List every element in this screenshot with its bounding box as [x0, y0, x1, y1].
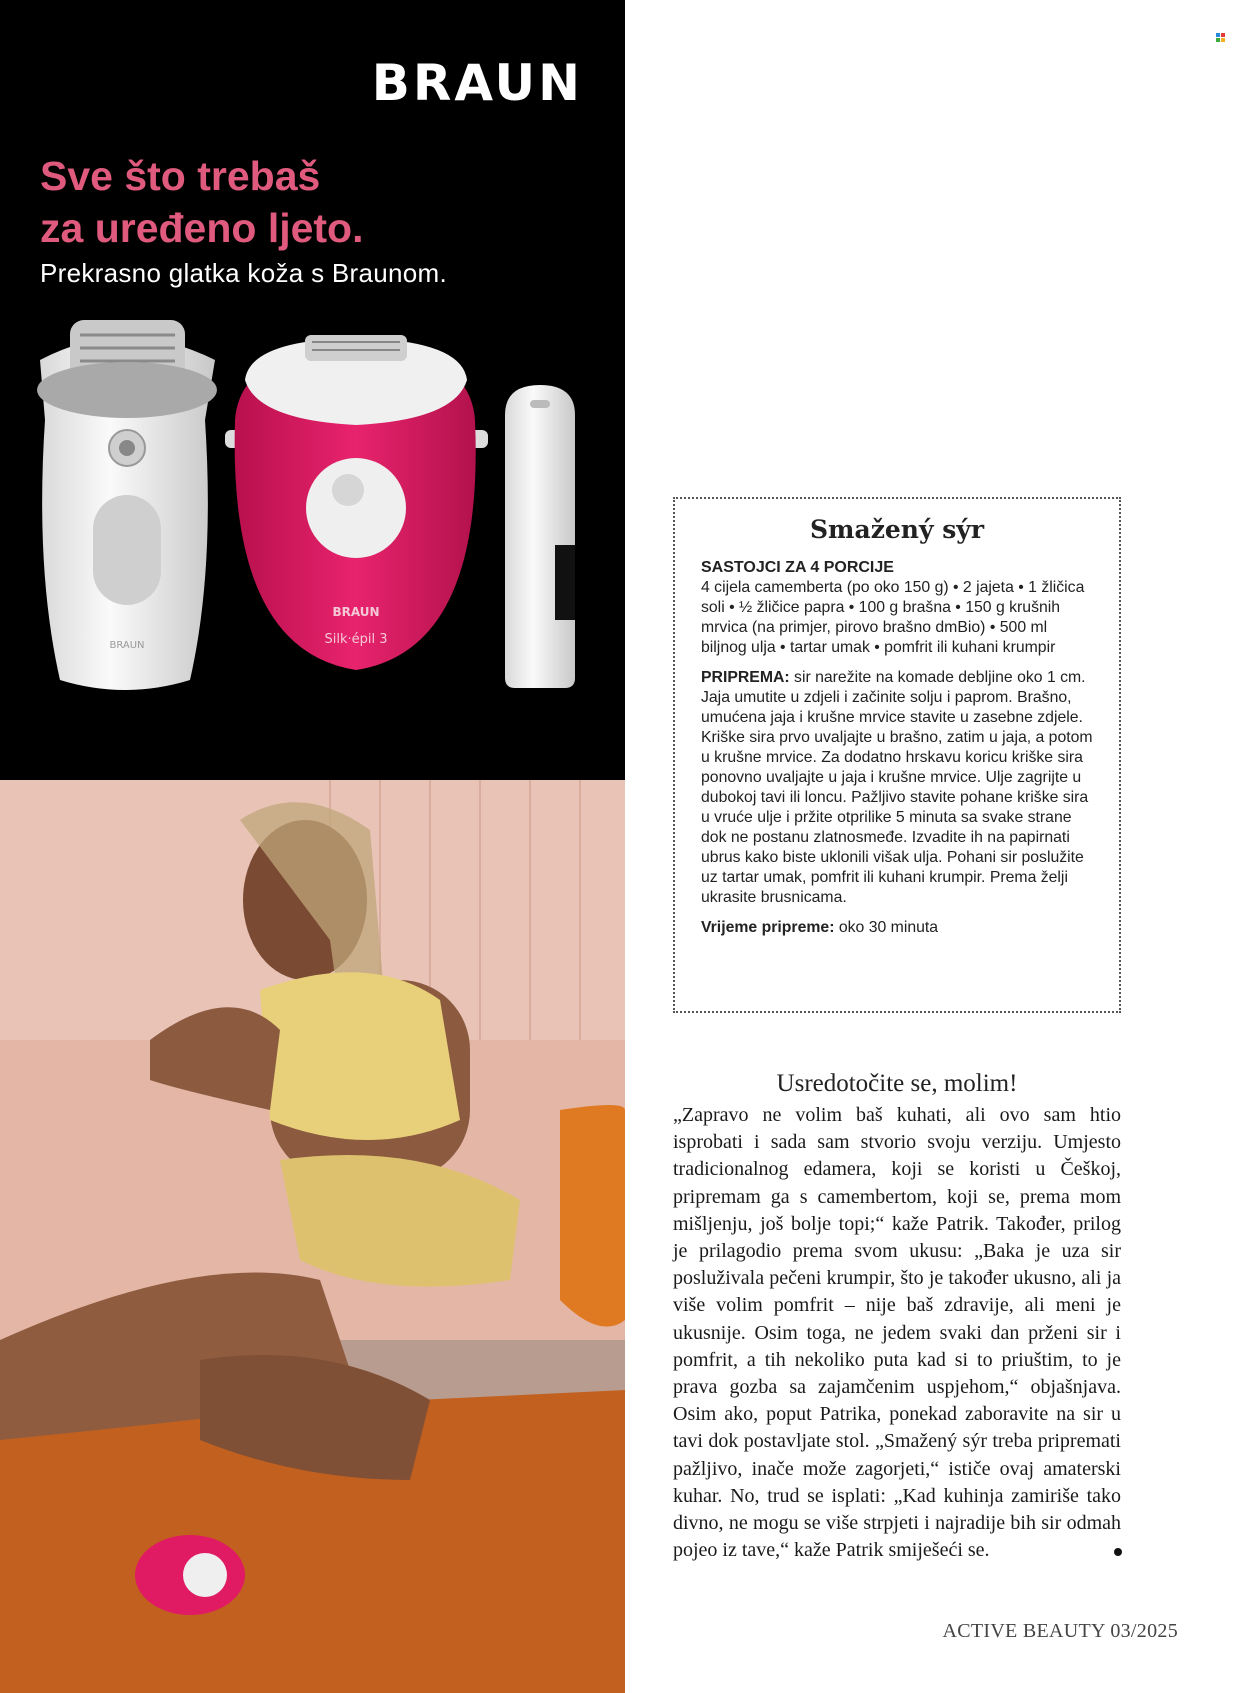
time-value: oko 30 minuta	[834, 919, 939, 936]
epilator-products-image	[0, 320, 625, 780]
white-face-trimmer	[505, 385, 575, 688]
article-body: „Zapravo ne volim baš kuhati, ali ovo sam htio isprobati i sada sam stvorio svoju verziju. Umjesto tradicionalnog edamera, koji se koristi u Češkoj, pripremam ga s camembertom, koji se, prema mom mišljenju, još bolje topi;“ kaže Patrik. Također, prilog je prilagodio prema svom ukusu: „Baka je uza sir posluživala pečeni krumpir, što je također ukusno, ali ja više volim pomfrit – nije baš zdravije, ali meni je ukusnije. Osim toga, ne jedem svaki dan prženi sir i pomfrit, a tih nekoliko puta kad si to priuštim, to je prava gozba sa zajamčenim uspjehom,“ objašnjava. Osim ako, poput Patrika, ponekad zaboravite na sir u tavi dok postavljate stol. „Smažený sýr treba pripremati pažljivo, inače može zagorjeti,“ ističe ovaj amaterski kuhar. No, trud se isplati: „Kad kuhinja zamiriše tako divno, ne mogu se više strpjeti i najradije bih sir odmah pojeo iz tave,“ kaže Patrik smiješeći se.	[673, 1104, 1121, 1562]
ad-headline-line2: za uređeno ljeto.	[40, 205, 364, 251]
product-model-label: Silk·épil 3	[324, 632, 388, 647]
article-title: Usredotočite se, molim!	[776, 1070, 1018, 1097]
white-epilator	[37, 320, 217, 690]
ingredients-heading: SASTOJCI ZA 4 PORCIJE	[701, 559, 894, 576]
recipe-preparation	[701, 668, 1093, 908]
recipe-title: Smažený sýr	[810, 515, 984, 544]
ad-headline-line1: Sve što trebaš	[40, 153, 321, 199]
model-photo	[0, 780, 625, 1693]
article-end-mark	[1114, 1548, 1122, 1556]
magazine-footer: ACTIVE BEAUTY 03/2025	[942, 1620, 1178, 1642]
svg-text:BRAUN: BRAUN	[109, 640, 145, 651]
braun-logo: BRAUN	[371, 54, 583, 112]
pink-epilator	[225, 335, 488, 670]
time-label: Vrijeme pripreme:	[701, 919, 835, 936]
ad-headline	[40, 150, 600, 254]
product-brand-label: BRAUN	[332, 605, 380, 619]
ingredients-text: 4 cijela camemberta (po oko 150 g) • 2 jajeta • 1 žličica soli • ½ žličice papra • 100 g brašna • 150 g krušnih mrvica (na primjer, pirovo brašno dmBio) • 500 ml biljnog ulja • tartar umak • pomfrit ili kuhani krumpir	[701, 579, 1085, 656]
recipe-box	[673, 497, 1121, 1013]
recipe-time	[701, 918, 1093, 938]
ad-top-panel	[0, 0, 625, 780]
preparation-label: PRIPREMA:	[701, 669, 790, 686]
corner-logo-icon	[1216, 33, 1225, 42]
ad-subline: Prekrasno glatka koža s Braunom.	[40, 258, 448, 288]
preparation-text: sir narežite na komade debljine oko 1 cm. Jaja umutite u zdjeli i začinite solju i paprom. Brašno, umućena jaja i krušne mrvice stavite u zasebne zdjele. Kriške sira prvo uvaljajte u brašno, zatim u jaja, a potom u krušne mrvice. Za dodatno hrskavu koricu kriške sira ponovno uvaljajte u jaja i krušne mrvice. Ulje zagrijte u dubokoj tavi ili loncu. Pažljivo stavite pohane kriške sira u vruće ulje i pržite otprilike 5 minuta sa svake strane dok ne postanu zlatnosmeđe. Izvadite ih na papirnati ubrus kako biste uklonili višak ulja. Pohani sir poslužite uz tartar umak, pomfrit ili kuhani krumpir. Prema želji ukrasite brusnicama.	[701, 669, 1093, 906]
recipe-ingredients	[701, 558, 1093, 658]
